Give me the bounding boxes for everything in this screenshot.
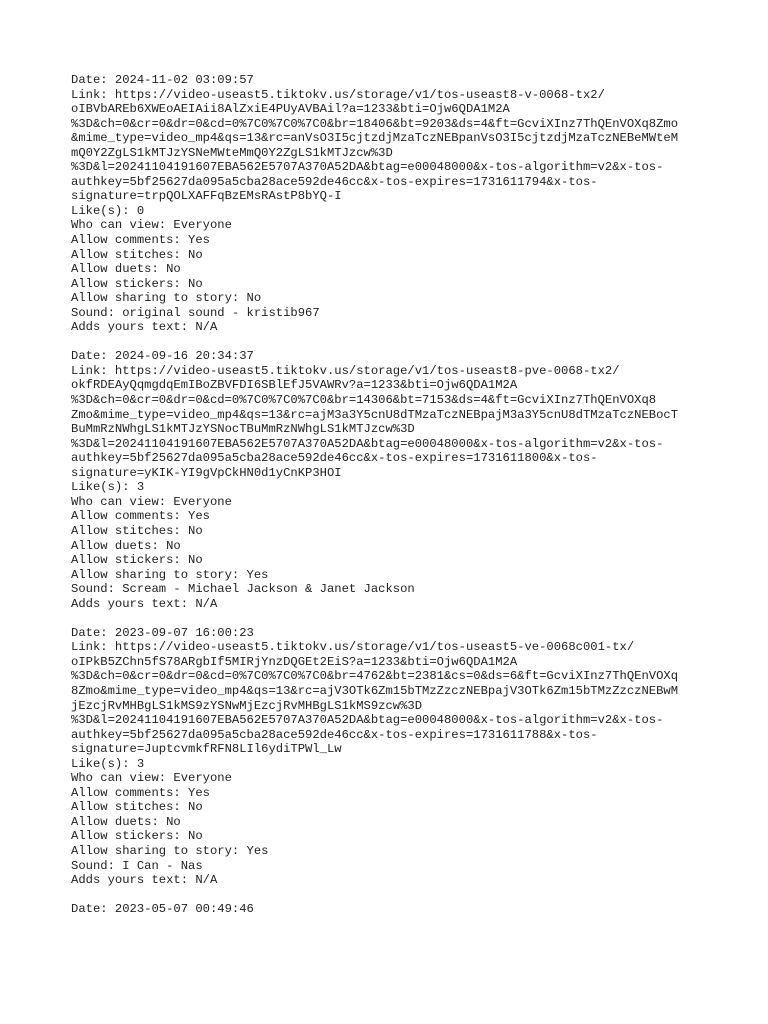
entry-line: Link: https://video-useast5.tiktokv.us/storage/v1/tos-useast8-v-0068-tx2/ <box>71 87 605 102</box>
entry-line: oIBVbAREb6XWEoAEIAii8AlZxiE4PUyAVBAil?a=1233&bti=Ojw6QDA1M2A <box>71 102 510 117</box>
entry-line: Date: 2024-11-02 03:09:57 <box>71 73 254 87</box>
entry-line: Like(s): 3 <box>71 480 145 495</box>
entry-line: %3D&l=20241104191607EBA562E5707A370A52DA&btag=e00048000&x-tos-algorithm=v2&x-tos- <box>71 436 664 451</box>
entry-line: Who can view: Everyone <box>71 218 232 233</box>
entry-line: signature=yKIK-YI9gVpCkHN0d1yCnKP3HOI <box>71 465 342 480</box>
entry-line: Date: 2023-09-07 16:00:23 <box>71 625 254 640</box>
post-entry <box>71 626 711 888</box>
entry-line: %3D&l=20241104191607EBA562E5707A370A52DA&btag=e00048000&x-tos-algorithm=v2&x-tos- <box>71 713 664 728</box>
entry-line: Like(s): 0 <box>71 203 145 218</box>
entry-line: Allow stitches: No <box>71 800 203 815</box>
entry-line: Sound: I Can - Nas <box>71 858 203 873</box>
entry-line: Allow duets: No <box>71 538 181 553</box>
entry-line: Allow comments: Yes <box>71 785 210 800</box>
entry-line: 8Zmo&mime_type=video_mp4&qs=13&rc=ajV3OTk6Zm15bTMzZzczNEBpajV3OTk6Zm15bTMzZzczNEBwM <box>71 683 679 698</box>
entry-line: Allow stitches: No <box>71 247 203 262</box>
entry-line: %3D&ch=0&cr=0&dr=0&cd=0%7C0%7C0%7C0&br=4762&bt=2381&cs=0&ds=6&ft=GcviXInz7ThQEnVOXq <box>71 669 679 684</box>
entry-line: Allow duets: No <box>71 814 181 829</box>
entry-line: Allow sharing to story: Yes <box>71 843 269 858</box>
entry-line: Who can view: Everyone <box>71 494 232 509</box>
entry-line: oIPkB5ZChn5fS78ARgbIf5MIRjYnzDQGEt2EiS?a=1233&bti=Ojw6QDA1M2A <box>71 654 518 669</box>
entry-line: Allow stitches: No <box>71 523 203 538</box>
entry-line: authkey=5bf25627da095a5cba28ace592de46cc&x-tos-expires=1731611800&x-tos- <box>71 451 598 466</box>
entry-line: Zmo&mime_type=video_mp4&qs=13&rc=ajM3a3Y5cnU8dTMzaTczNEBpajM3a3Y5cnU8dTMzaTczNEBocT <box>71 407 679 422</box>
entry-line: Date: 2023-05-07 00:49:46 <box>71 902 254 917</box>
entry-line: Link: https://video-useast5.tiktokv.us/storage/v1/tos-useast8-pve-0068-tx2/ <box>71 363 620 378</box>
entry-line: Link: https://video-useast5.tiktokv.us/storage/v1/tos-useast5-ve-0068c001-tx/ <box>71 640 635 655</box>
entry-line: Allow comments: Yes <box>71 509 210 524</box>
entry-line: okfRDEAyQqmgdqEmIBoZBVFDI6SBlEfJ5VAWRv?a=1233&bti=Ojw6QDA1M2A <box>71 378 518 393</box>
entry-line: %3D&ch=0&cr=0&dr=0&cd=0%7C0%7C0%7C0&br=18406&bt=9203&ds=4&ft=GcviXInz7ThQEnVOXq8Zmo <box>71 116 679 131</box>
entry-line: Adds yours text: N/A <box>71 873 218 888</box>
entry-line: %3D&l=20241104191607EBA562E5707A370A52DA&btag=e00048000&x-tos-algorithm=v2&x-tos- <box>71 160 664 175</box>
post-entry <box>71 73 711 335</box>
entry-line: Sound: original sound - kristib967 <box>71 305 320 320</box>
entry-line: signature=JuptcvmkfRFN8LIl6ydiTPWl_Lw <box>71 742 342 757</box>
entry-line: Adds yours text: N/A <box>71 596 218 611</box>
entry-line: Allow stickers: No <box>71 553 203 568</box>
entry-line: Sound: Scream - Michael Jackson & Janet Jackson <box>71 582 415 597</box>
entry-line: Allow stickers: No <box>71 276 203 291</box>
document-body <box>71 73 711 931</box>
post-entry <box>71 902 711 917</box>
post-entry <box>71 349 711 611</box>
entry-line: Who can view: Everyone <box>71 771 232 786</box>
entry-line: Adds yours text: N/A <box>71 320 218 335</box>
entry-line: Date: 2024-09-16 20:34:37 <box>71 349 254 364</box>
entry-line: Allow duets: No <box>71 262 181 277</box>
entry-line: Allow sharing to story: Yes <box>71 567 269 582</box>
entry-line: authkey=5bf25627da095a5cba28ace592de46cc&x-tos-expires=1731611794&x-tos- <box>71 174 598 189</box>
entry-line: %3D&ch=0&cr=0&dr=0&cd=0%7C0%7C0%7C0&br=14306&bt=7153&ds=4&ft=GcviXInz7ThQEnVOXq8 <box>71 393 657 408</box>
entry-line: Allow comments: Yes <box>71 233 210 248</box>
entry-line: BuMmRzNWhgLS1kMTJzYSNocTBuMmRzNWhgLS1kMTJzcw%3D <box>71 422 415 437</box>
entry-line: jEzcjRvMHBgLS1kMS9zYSNwMjEzcjRvMHBgLS1kMS9zcw%3D <box>71 698 423 713</box>
entry-line: mQ0Y2ZgLS1kMTJzYSNeMWteMmQ0Y2ZgLS1kMTJzcw%3D <box>71 145 393 160</box>
entry-line: authkey=5bf25627da095a5cba28ace592de46cc&x-tos-expires=1731611788&x-tos- <box>71 727 598 742</box>
entry-line: Allow stickers: No <box>71 829 203 844</box>
entry-line: &mime_type=video_mp4&qs=13&rc=anVsO3I5cjtzdjMzaTczNEBpanVsO3I5cjtzdjMzaTczNEBeMWteM <box>71 131 679 146</box>
entry-line: Like(s): 3 <box>71 756 145 771</box>
entry-line: Allow sharing to story: No <box>71 291 262 306</box>
entry-line: signature=trpQOLXAFFqBzEMsRAstP8bYQ-I <box>71 189 342 204</box>
